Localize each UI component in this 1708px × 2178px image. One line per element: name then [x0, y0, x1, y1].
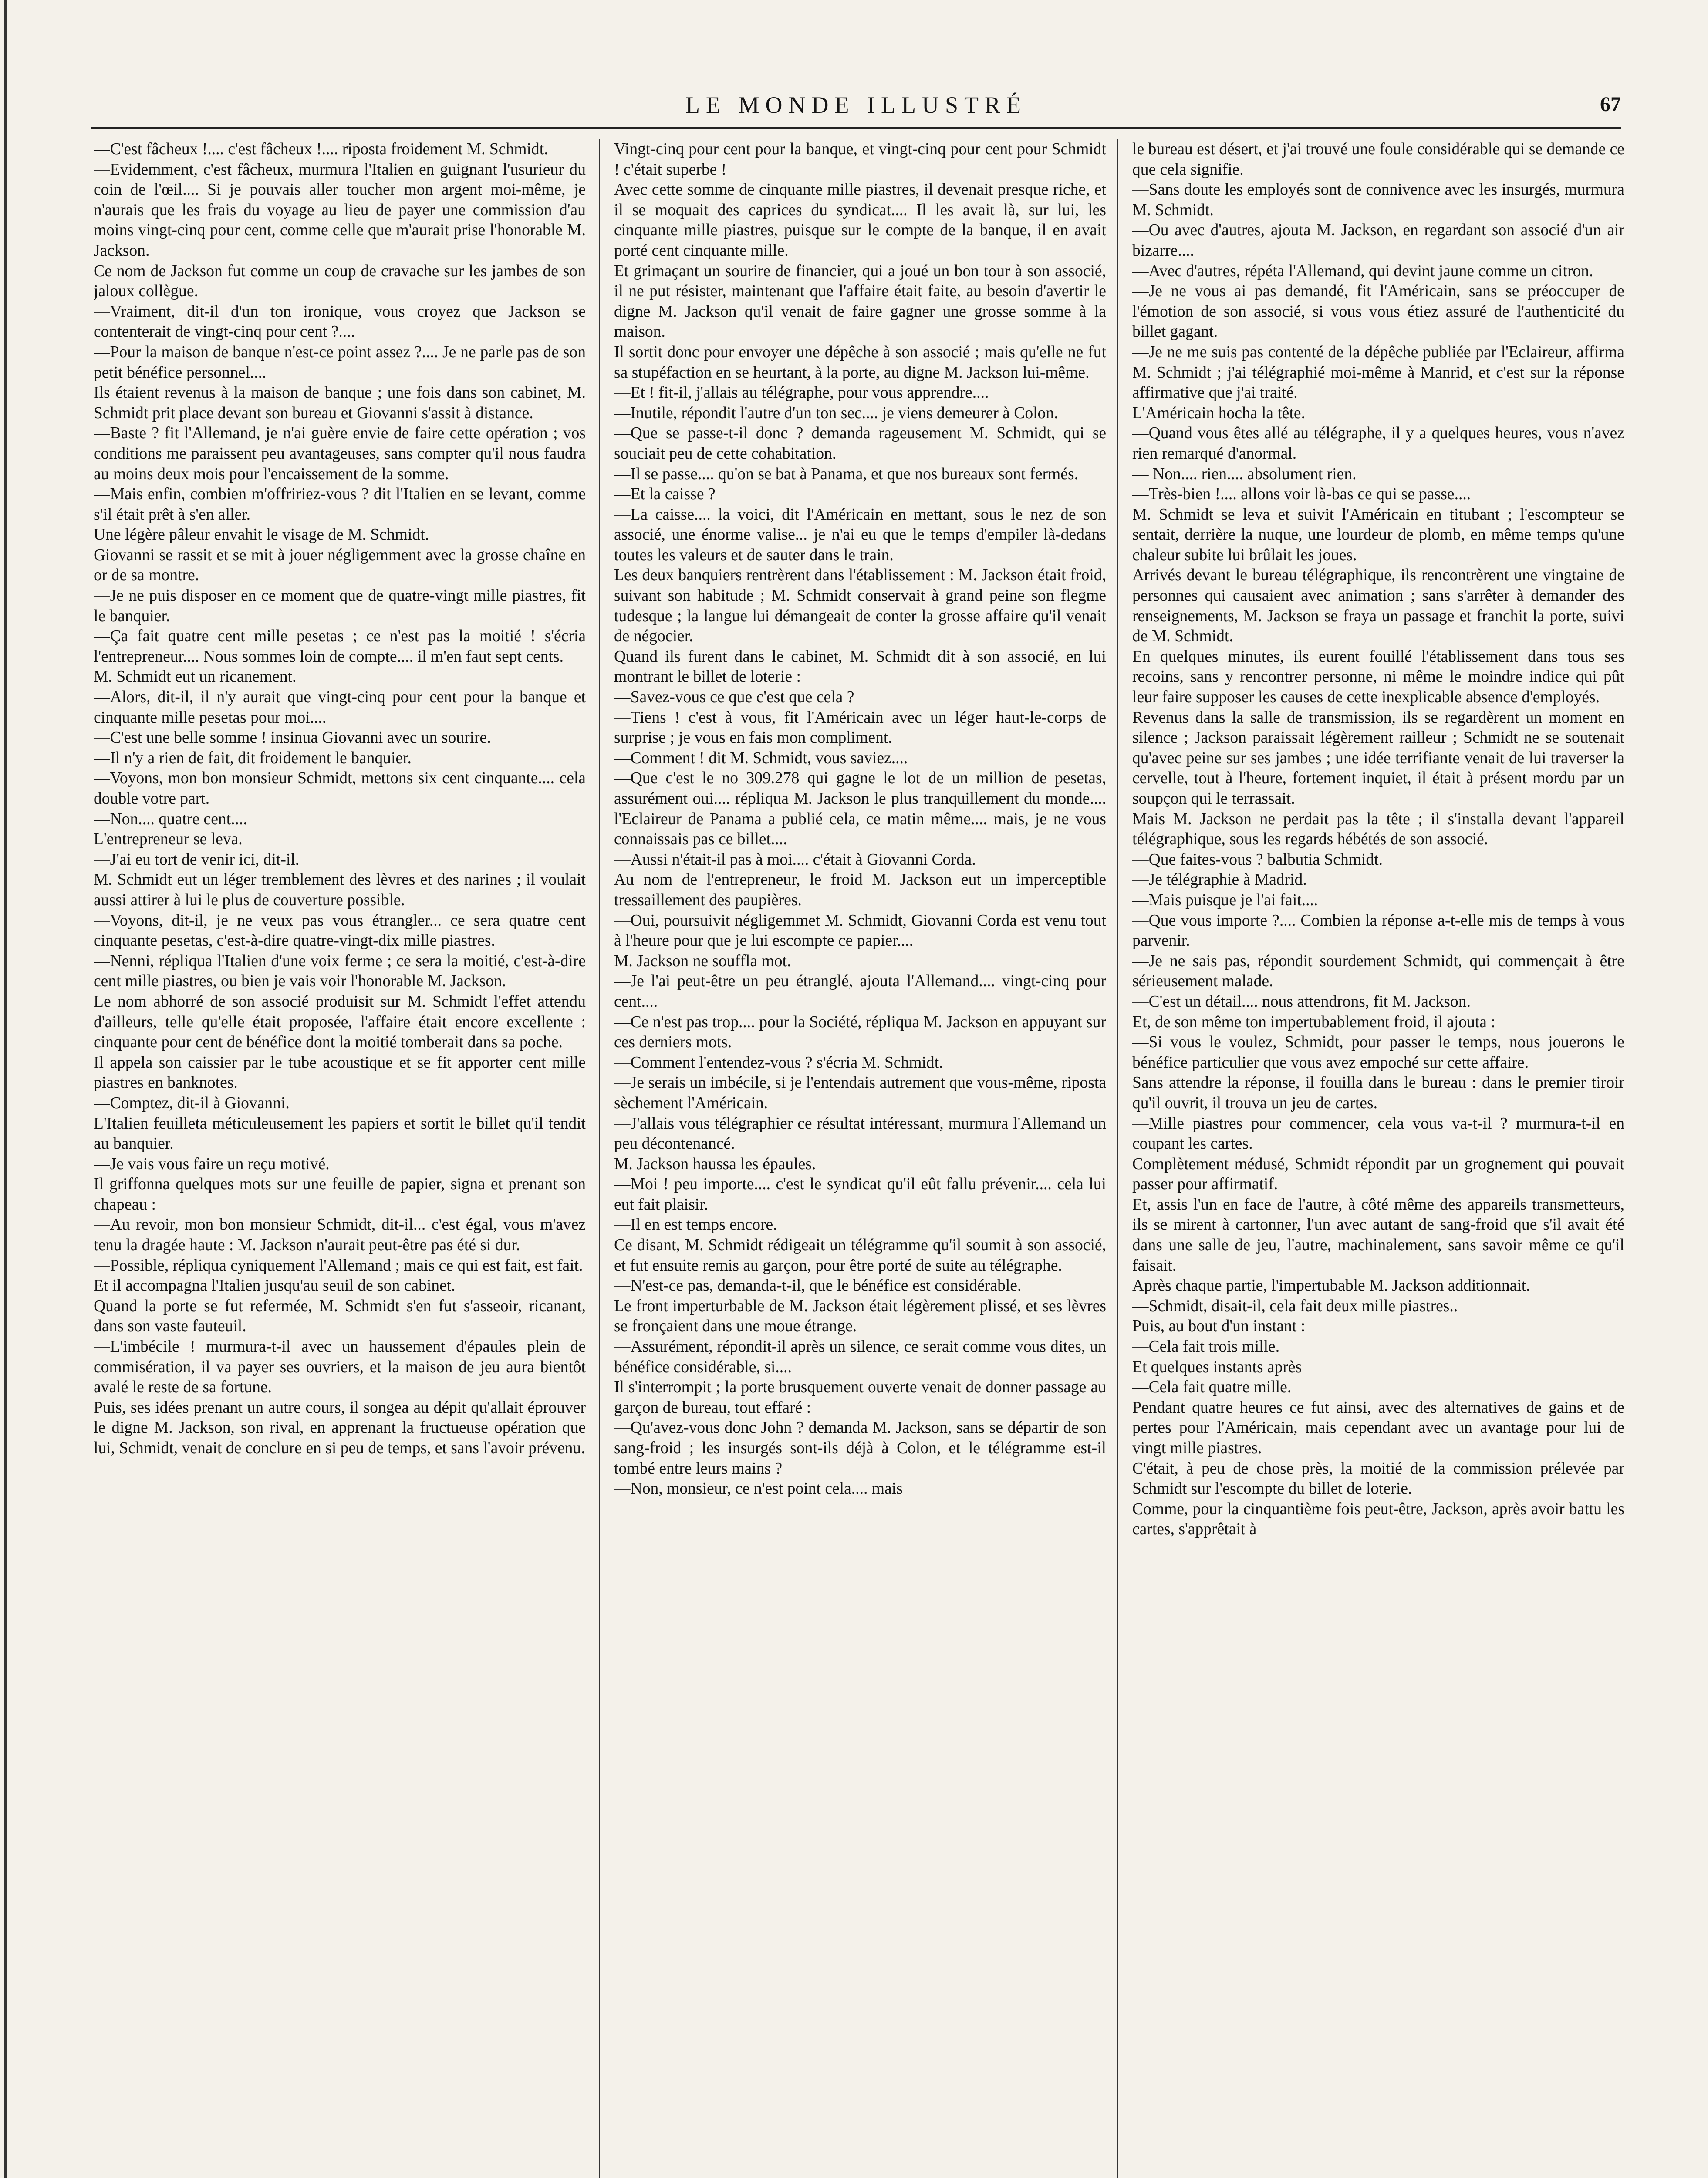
paragraph: Il s'interrompit ; la porte brusquement ouverte venait de donner passage au garçon de bureau, tout effaré : [614, 1378, 1106, 1417]
text-column-2 [614, 139, 1106, 2178]
paragraph: Quand la porte se fut refermée, M. Schmidt s'en fut s'asseoir, ricanant, dans son vaste fauteuil. [94, 1297, 586, 1336]
paragraph: —N'est-ce pas, demanda-t-il, que le bénéfice est considérable. [614, 1277, 1022, 1295]
paragraph: —J'ai eu tort de venir ici, dit-il. [94, 850, 300, 869]
column-divider [1117, 139, 1118, 2178]
paragraph: —Au revoir, mon bon monsieur Schmidt, dit-il... c'est égal, vous m'avez tenu la dragée haute : M. Jackson n'aurait peut-être pas été si dur. [94, 1216, 586, 1255]
paragraph: Il griffonna quelques mots sur une feuille de papier, signa et prenant son chapeau : [94, 1175, 586, 1214]
paragraph: —Evidemment, c'est fâcheux, murmura l'Italien en guignant l'usurieur du coin de l'œil.... Si je pouvais aller toucher mon argent moi-même, je n'aurais que les frais du voyage au lieu de payer une commission d'au moins vingt-cinq pour cent, comme celle que m'aurait prise l'honorable M. Jackson. [94, 160, 586, 260]
paragraph: —Non.... quatre cent.... [94, 810, 247, 828]
paragraph: Revenus dans la salle de transmission, ils se regardèrent un moment en silence ; Jackson paraissait légèrement railleur ; Schmidt ne se soutenait qu'avec peine sur ses jambes ; une idée terrifiante venait de lui traverser la cervelle, tout à l'heure, fortement inquiet, il était à présent mordu par un soupçon qui le terrassait. [1132, 708, 1624, 808]
paragraph: Après chaque partie, l'impertubable M. Jackson additionnait. [1132, 1277, 1530, 1295]
paragraph: —L'imbécile ! murmura-t-il avec un haussement d'épaules plein de commisération, il va payer ses ouvriers, et la maison de jeu aura bientôt avalé le reste de sa fortune. [94, 1338, 586, 1397]
paragraph: Et il accompagna l'Italien jusqu'au seuil de son cabinet. [94, 1277, 456, 1295]
paragraph: —Et ! fit-il, j'allais au télégraphe, pour vous apprendre.... [614, 384, 989, 402]
paragraph: Les deux banquiers rentrèrent dans l'établissement : M. Jackson était froid, suivant son habitude ; M. Schmidt conservait à grand peine son flegme tudesque ; la langue lui démangeait de conter la grosse affaire qu'il venait de négocier. [614, 566, 1106, 646]
header-rule [91, 127, 1621, 129]
text-column-1 [94, 139, 586, 2178]
paragraph: —Cela fait quatre mille. [1132, 1378, 1292, 1397]
paragraph: —Ce n'est pas trop.... pour la Société, répliqua M. Jackson en appuyant sur ces derniers mots. [614, 1013, 1106, 1052]
paragraph: —Tiens ! c'est à vous, fit l'Américain avec un léger haut-le-corps de surprise ; je vous en fais mon compliment. [614, 708, 1106, 747]
paragraph: —Voyons, dit-il, je ne veux pas vous étrangler... ce sera quatre cent cinquante pesetas, c'est-à-dire quatre-vingt-dix mille piastres. [94, 911, 586, 950]
paragraph: —La caisse.... la voici, dit l'Américain en mettant, sous le nez de son associé, une énorme valise... je n'ai eu que le temps d'empiler là-dedans toutes les valeurs et de sauter dans le train. [614, 505, 1106, 564]
paragraph: —Vraiment, dit-il d'un ton ironique, vous croyez que Jackson se contenterait de vingt-cinq pour cent ?.... [94, 302, 586, 341]
paragraph: —Je ne me suis pas contenté de la dépêche publiée par l'Eclaireur, affirma M. Schmidt ; j'ai télégraphié moi-même à Manrid, et c'est sur la réponse affirmative que j'ai traité. [1132, 343, 1624, 402]
paragraph: Ce nom de Jackson fut comme un coup de cravache sur les jambes de son jaloux collègue. [94, 262, 586, 301]
column-divider [599, 139, 600, 2178]
paragraph: —C'est fâcheux !.... c'est fâcheux !.... riposta froidement M. Schmidt. [94, 140, 548, 158]
paragraph: M. Jackson haussa les épaules. [614, 1155, 816, 1173]
paragraph: Giovanni se rassit et se mit à jouer négligemment avec la grosse chaîne en or de sa montre. [94, 546, 586, 585]
paragraph: —Sans doute les employés sont de connivence avec les insurgés, murmura M. Schmidt. [1132, 181, 1624, 219]
paragraph: L'entrepreneur se leva. [94, 830, 243, 849]
paragraph: Ce disant, M. Schmidt rédigeait un télégramme qu'il soumit à son associé, et fut ensuite remis au garçon, pour être porté de suite au télégraphe. [614, 1236, 1106, 1275]
paragraph: Au nom de l'entrepreneur, le froid M. Jackson eut un imperceptible tressaillement des paupières. [614, 871, 1106, 909]
paragraph: —Il en est temps encore. [614, 1216, 777, 1234]
paragraph: Vingt-cinq pour cent pour la banque, et vingt-cinq pour cent pour Schmidt ! c'était superbe ! [614, 140, 1106, 179]
paragraph: Il sortit donc pour envoyer une dépêche à son associé ; mais qu'elle ne fut sa stupéfaction en se heurtant, à la porte, au digne M. Jackson lui-même. [614, 343, 1106, 382]
paragraph: —Possible, répliqua cyniquement l'Allemand ; mais ce qui est fait, est fait. [94, 1256, 583, 1275]
paragraph: —Savez-vous ce que c'est que cela ? [614, 688, 854, 707]
paragraph: —Moi ! peu importe.... c'est le syndicat qu'il eût fallu prévenir.... cela lui eut fait plaisir. [614, 1175, 1106, 1214]
paragraph: L'Américain hocha la tête. [1132, 404, 1305, 422]
masthead-title: LE MONDE ILLUSTRÉ [685, 92, 1027, 118]
paragraph: —Voyons, mon bon monsieur Schmidt, mettons six cent cinquante.... cela double votre part. [94, 769, 586, 808]
paragraph: —Cela fait trois mille. [1132, 1338, 1280, 1356]
paragraph: —Qu'avez-vous donc John ? demanda M. Jackson, sans se départir de son sang-froid ; les insurgés sont-ils déjà à Colon, et le télégramme est-il tombé entre leurs mains ? [614, 1419, 1106, 1478]
paragraph: Et, de son même ton impertubablement froid, il ajouta : [1132, 1013, 1495, 1031]
paragraph: Le nom abhorré de son associé produisit sur M. Schmidt l'effet attendu d'ailleurs, telle qu'elle était proposée, l'affaire était encore excellente : cinquante pour cent de bénéfice dont la moitié tomberait dans sa poche. [94, 992, 586, 1052]
paragraph: —Mais puisque je l'ai fait.... [1132, 891, 1318, 909]
paragraph: —Non, monsieur, ce n'est point cela.... mais [614, 1480, 903, 1498]
text-column-3 [1132, 139, 1624, 2178]
paragraph: M. Jackson ne souffla mot. [614, 952, 791, 970]
paragraph: —Que c'est le no 309.278 qui gagne le lot de un million de pesetas, assurément oui.... répliqua M. Jackson le plus tranquillement du monde.... l'Eclaireur de Panama a publié cela, ce matin même.... mais, je ne vous connaissais pas ce billet.... [614, 769, 1106, 849]
paragraph: —Aussi n'était-il pas à moi.... c'était à Giovanni Corda. [614, 850, 976, 869]
paragraph: —Il se passe.... qu'on se bat à Panama, et que nos bureaux sont fermés. [614, 465, 1078, 483]
paragraph: C'était, à peu de chose près, la moitié de la commission prélevée par Schmidt sur l'escompte du billet de loterie. [1132, 1459, 1624, 1498]
paragraph: —Mais enfin, combien m'offririez-vous ? dit l'Italien en se levant, comme s'il était prêt à s'en aller. [94, 485, 586, 524]
paragraph: —Je ne puis disposer en ce moment que de quatre-vingt mille piastres, fit le banquier. [94, 587, 586, 625]
paragraph: En quelques minutes, ils eurent fouillé l'établissement dans tous ses recoins, sans y rencontrer personne, ni même le moindre indice qui pût leur faire supposer les causes de cette inexplicable absence d'employés. [1132, 647, 1624, 707]
paragraph: —Mille piastres pour commencer, cela vous va-t-il ? murmura-t-il en coupant les cartes. [1132, 1114, 1624, 1153]
paragraph: —Comptez, dit-il à Giovanni. [94, 1094, 290, 1112]
paragraph: —C'est un détail.... nous attendrons, fit M. Jackson. [1132, 992, 1471, 1011]
paragraph: —Ou avec d'autres, ajouta M. Jackson, en regardant son associé d'un air bizarre.... [1132, 221, 1624, 260]
paragraph: —C'est une belle somme ! insinua Giovanni avec un sourire. [94, 729, 491, 747]
paragraph: M. Schmidt se leva et suivit l'Américain en titubant ; l'escompteur se sentait, derrière la nuque, une lourdeur de plomb, en même temps qu'une chaleur subite lui brûlait les joues. [1132, 505, 1624, 564]
paragraph: M. Schmidt eut un léger tremblement des lèvres et des narines ; il voulait aussi attirer à lui le plus de couverture possible. [94, 871, 586, 909]
paragraph: Et quelques instants après [1132, 1358, 1302, 1376]
paragraph: —Alors, dit-il, il n'y aurait que vingt-cinq pour cent pour la banque et cinquante mille pesetas pour moi.... [94, 688, 586, 727]
paragraph: Pendant quatre heures ce fut ainsi, avec des alternatives de gains et de pertes pour l'Américain, mais cependant avec un avantage pour lui de vingt mille piastres. [1132, 1398, 1624, 1457]
paragraph: —Je ne vous ai pas demandé, fit l'Américain, sans se préoccuper de l'émotion de son associé, si vous vous étiez assuré de l'authenticité du billet gagant. [1132, 282, 1624, 341]
paragraph: —Je ne sais pas, répondit sourdement Schmidt, qui commençait à être sérieusement malade. [1132, 952, 1624, 991]
paragraph: —Si vous le voulez, Schmidt, pour passer le temps, nous jouerons le bénéfice particulier que vous avez empoché sur cette affaire. [1132, 1033, 1624, 1072]
paragraph: Le front imperturbable de M. Jackson était légèrement plissé, et ses lèvres se fronçaient dans une moue étrange. [614, 1297, 1106, 1336]
paragraph: —Nenni, répliqua l'Italien d'une voix ferme ; ce sera la moitié, c'est-à-dire cent mille piastres, ou bien je vais voir l'honorable M. Jackson. [94, 952, 586, 991]
paragraph: —Que vous importe ?.... Combien la réponse a-t-elle mis de temps à vous parvenir. [1132, 911, 1624, 950]
paragraph: —Et la caisse ? [614, 485, 716, 504]
paragraph: —Assurément, répondit-il après un silence, ce serait comme vous dites, un bénéfice considérable, si.... [614, 1338, 1106, 1376]
paragraph: Complètement médusé, Schmidt répondit par un grognement qui pouvait passer pour affirmatif. [1132, 1155, 1624, 1194]
paragraph: —Baste ? fit l'Allemand, je n'ai guère envie de faire cette opération ; vos conditions me paraissent peu avantageuses, sans compter qu'il nous faudra au moins deux mois pour l'encaissement de la somme. [94, 424, 586, 483]
paragraph: Et, assis l'un en face de l'autre, à côté même des appareils transmetteurs, ils se mirent à cartonner, l'un avec autant de sang-froid que s'il avait été dans une salle de jeu, l'autre, machinalement, sans savoir même ce qu'il faisait. [1132, 1195, 1624, 1275]
paragraph: Quand ils furent dans le cabinet, M. Schmidt dit à son associé, en lui montrant le billet de loterie : [614, 647, 1106, 686]
paragraph: —Que se passe-t-il donc ? demanda rageusement M. Schmidt, qui se souciait peu de cette cohabitation. [614, 424, 1106, 463]
page-number: 67 [1600, 93, 1621, 116]
paragraph: —Schmidt, disait-il, cela fait deux mille piastres.. [1132, 1297, 1458, 1315]
paragraph: Ils étaient revenus à la maison de banque ; une fois dans son cabinet, M. Schmidt prit place devant son bureau et Giovanni s'assit à distance. [94, 384, 586, 422]
paragraph: —Je serais un imbécile, si je l'entendais autrement que vous-même, riposta sèchement l'Américain. [614, 1074, 1106, 1112]
paragraph: —Ça fait quatre cent mille pesetas ; ce n'est pas la moitié ! s'écria l'entrepreneur.... Nous sommes loin de compte.... il m'en faut sept cents. [94, 627, 586, 666]
paragraph: — Non.... rien.... absolument rien. [1132, 465, 1357, 483]
paragraph: —Très-bien !.... allons voir là-bas ce qui se passe.... [1132, 485, 1471, 504]
paragraph: —Que faites-vous ? balbutia Schmidt. [1132, 850, 1383, 869]
paragraph: Et grimaçant un sourire de financier, qui a joué un bon tour à son associé, il ne put résister, maintenant que l'affaire était faite, au besoin d'avertir le digne M. Jackson qu'il venait de faire gagner une grosse somme à la maison. [614, 262, 1106, 341]
paragraph: —Comment ! dit M. Schmidt, vous saviez.... [614, 749, 908, 767]
paragraph: Mais M. Jackson ne perdait pas la tête ; il s'installa devant l'appareil télégraphique, sous les regards hébétés de son associé. [1132, 810, 1624, 849]
paragraph: —Avec d'autres, répéta l'Allemand, qui devint jaune comme un citron. [1132, 262, 1593, 280]
paragraph: Sans attendre la réponse, il fouilla dans le bureau : dans le premier tiroir qu'il ouvrit, il trouva un jeu de cartes. [1132, 1074, 1624, 1112]
page-header [91, 91, 1621, 122]
paragraph: —Oui, poursuivit négligemmet M. Schmidt, Giovanni Corda est venu tout à l'heure pour que je lui escompte ce papier.... [614, 911, 1106, 950]
paragraph: Une légère pâleur envahit le visage de M. Schmidt. [94, 526, 429, 544]
paragraph: —Je l'ai peut-être un peu étranglé, ajouta l'Allemand.... vingt-cinq pour cent.... [614, 972, 1106, 1011]
paragraph: Puis, ses idées prenant un autre cours, il songea au dépit qu'allait éprouver le digne M. Jackson, son rival, en apprenant la fructueuse opération que lui, Schmidt, venait de conclure en si peu de temps, et sans l'avoir prévenu. [94, 1398, 586, 1457]
binding-edge [4, 0, 7, 2178]
paragraph: —Comment l'entendez-vous ? s'écria M. Schmidt. [614, 1053, 943, 1072]
paragraph: —Inutile, répondit l'autre d'un ton sec.... je viens demeurer à Colon. [614, 404, 1058, 422]
paragraph: Avec cette somme de cinquante mille piastres, il devenait presque riche, et il se moquait des caprices du syndicat.... Il les avait là, sur lui, les cinquante mille piastres, puisque sur le compte de la banque, il en avait porté cent cinquante mille. [614, 181, 1106, 260]
paragraph: —Pour la maison de banque n'est-ce point assez ?.... Je ne parle pas de son petit bénéfice personnel.... [94, 343, 586, 382]
paragraph: Comme, pour la cinquantième fois peut-être, Jackson, après avoir battu les cartes, s'apprêtait à [1132, 1500, 1624, 1539]
paragraph: le bureau est désert, et j'ai trouvé une foule considérable qui se demande ce que cela signifie. [1132, 140, 1624, 179]
paragraph: Puis, au bout d'un instant : [1132, 1317, 1306, 1336]
paragraph: M. Schmidt eut un ricanement. [94, 668, 297, 686]
paragraph: —Je vais vous faire un reçu motivé. [94, 1155, 330, 1173]
paragraph: —Je télégraphie à Madrid. [1132, 871, 1307, 889]
paragraph: —Quand vous êtes allé au télégraphe, il y a quelques heures, vous n'avez rien remarqué d'anormal. [1132, 424, 1624, 463]
paragraph: Il appela son caissier par le tube acoustique et se fit apporter cent mille piastres en banknotes. [94, 1053, 586, 1092]
paragraph: —Il n'y a rien de fait, dit froidement le banquier. [94, 749, 412, 767]
paragraph: L'Italien feuilleta méticuleusement les papiers et sortit le billet qu'il tendit au banquier. [94, 1114, 586, 1153]
paragraph: Arrivés devant le bureau télégraphique, ils rencontrèrent une vingtaine de personnes qui causaient avec animation ; sans s'arrêter à demander des renseignements, M. Jackson se fraya un passage et franchit la porte, suivi de M. Schmidt. [1132, 566, 1624, 646]
paragraph: —J'allais vous télégraphier ce résultat intéressant, murmura l'Allemand un peu décontenancé. [614, 1114, 1106, 1153]
